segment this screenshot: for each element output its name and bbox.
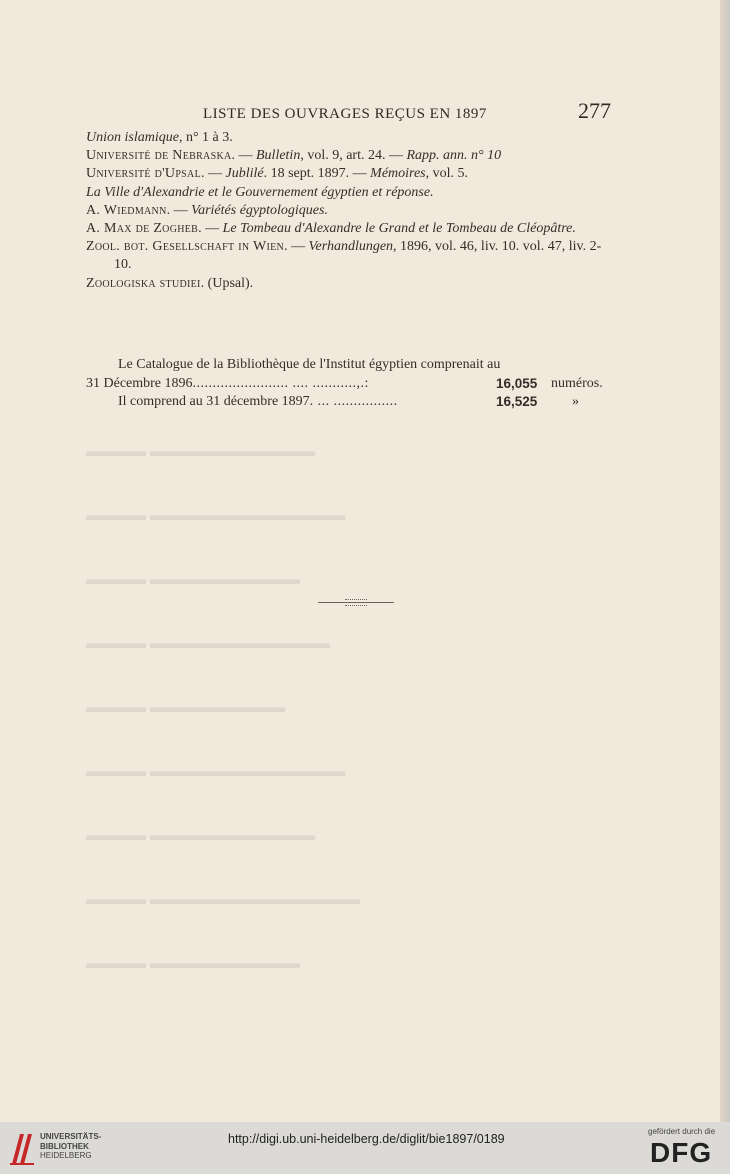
- entry-text: . —: [198, 221, 223, 237]
- bibliographic-entry: [86, 129, 616, 147]
- entry-text: , vol. 9, art. 24. —: [300, 148, 407, 164]
- entry-text: . (Upsal).: [200, 275, 254, 291]
- entry-author: Université d'Upsal: [86, 166, 201, 182]
- entry-author: A. Max de Zogheb: [86, 221, 199, 237]
- entry-author: Université de Nebraska: [86, 148, 232, 164]
- entry-text: . —: [166, 202, 192, 218]
- entry-title: Verhandlungen: [308, 239, 394, 255]
- entry-text: . 18 sept. 1897. —: [263, 166, 371, 182]
- entry-author: A. Wiedmann: [86, 202, 167, 218]
- running-header: [0, 98, 720, 128]
- library-name: UNIVERSITÄTS- BIBLIOTHEK HEIDELBERG: [40, 1132, 102, 1160]
- entry-author: Zool. bot. Gesellschaft in Wien: [86, 239, 285, 255]
- entry-text: . —: [284, 239, 309, 255]
- bibliographic-entry: [86, 275, 616, 293]
- dfg-logo: DFG: [650, 1137, 713, 1168]
- page-number: 277: [578, 98, 611, 123]
- bibliographic-entry: [86, 238, 616, 274]
- digitization-footer: [0, 1122, 730, 1174]
- permalink[interactable]: http://digi.ub.uni-heidelberg.de/diglit/bie1897/0189: [228, 1132, 505, 1146]
- bibliographic-entry: [86, 165, 616, 183]
- catalogue-summary: [86, 356, 616, 412]
- entry-author: Zoologiska studiei: [86, 275, 201, 291]
- entry-text: , n° 1 à 3.: [178, 130, 233, 145]
- bibliographic-entry: [86, 184, 616, 202]
- catalogue-line1-label: 31 Décembre 1896: [86, 375, 193, 391]
- entry-title: Bulletin: [256, 148, 301, 164]
- bibliographic-entry: [86, 147, 616, 165]
- entry-title: Variétés égyptologiques.: [191, 202, 328, 218]
- entry-text: , 1896, vol. 46, liv. 10. vol. 47, liv. 2-10.: [114, 239, 602, 273]
- university-library-logo-icon: [8, 1130, 36, 1166]
- bibliographic-entry: [86, 220, 616, 238]
- entry-title: Union islamique: [86, 130, 179, 145]
- entry-title: Mémoires: [370, 166, 426, 182]
- count-unit: numéros.: [551, 375, 603, 391]
- entry-title: La Ville d'Alexandrie et le Gouvernement égyptien et réponse.: [86, 184, 434, 200]
- show-through-texture: ▬▬▬▬ ▬▬▬▬▬▬▬▬▬▬▬ ▬▬▬▬ ▬▬▬▬▬▬▬▬▬▬▬▬▬ ▬▬▬▬ ▬▬▬▬▬▬▬▬▬▬ ▬▬▬▬ ▬▬▬▬▬▬▬▬▬▬▬▬ ▬▬▬▬ ▬▬▬▬▬▬▬▬▬ ▬▬▬▬ ▬▬▬▬▬▬▬▬▬▬▬▬▬ ▬▬▬▬ ▬▬▬▬▬▬▬▬▬▬▬ ▬▬▬▬ ▬▬▬▬▬▬▬▬▬▬▬▬▬▬ ▬▬▬▬ ▬▬▬▬▬▬▬▬▬▬: [86, 443, 361, 972]
- catalogue-intro: Le Catalogue de la Bibliothèque de l'Institut égyptien comprenait au: [118, 357, 501, 372]
- entry-title: Le Tombeau d'Alexandre le Grand et le Tombeau de Cléopâtre.: [222, 221, 576, 237]
- entry-title: Jublilé: [225, 166, 264, 182]
- catalogue-line-1896: [86, 375, 616, 394]
- bibliographic-entry: [86, 202, 616, 220]
- ditto-mark: »: [572, 394, 579, 409]
- received-works-list: [86, 129, 616, 293]
- catalogue-line-1897: [86, 393, 616, 412]
- catalogue-line2-label: Il comprend au 31 décembre 1897: [118, 394, 310, 409]
- entry-title: Rapp. ann. n° 10: [406, 148, 502, 164]
- page-edge: [720, 0, 730, 1122]
- funding-note: gefördert durch die: [648, 1127, 716, 1136]
- leader-dots: . ... ................: [309, 394, 398, 409]
- entry-text: . —: [231, 148, 256, 164]
- leader-dots: ........................ .... ...........,.:: [192, 375, 369, 391]
- count-1896: 16,055: [496, 375, 538, 391]
- entry-text: . —: [200, 166, 226, 182]
- entry-text: , vol. 5.: [425, 166, 469, 182]
- count-1897: 16,525: [496, 394, 538, 409]
- running-title: LISTE DES OUVRAGES REÇUS EN 1897: [203, 106, 487, 122]
